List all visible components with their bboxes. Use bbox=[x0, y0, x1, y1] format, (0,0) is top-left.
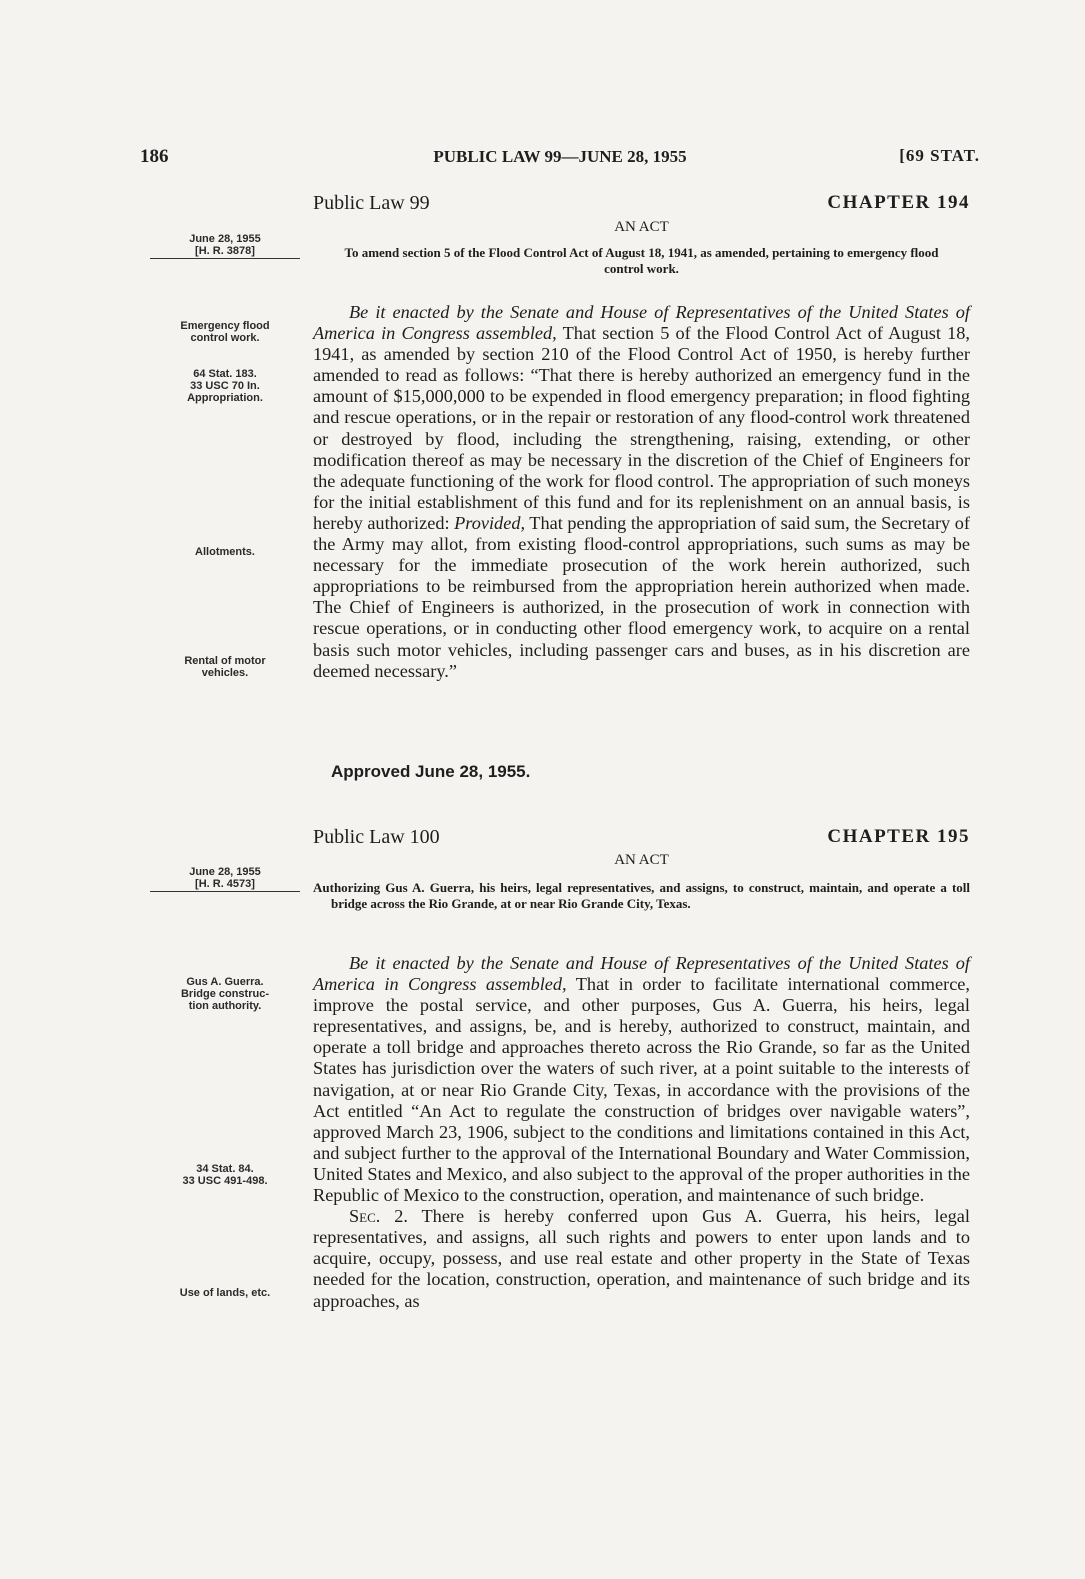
law-99-text-2: That pending the appropriation of said sum, the Secretary of the Army may allot, from existing flood-control appropriations, such sums as may be necessary for the immediate prosecution of the work herein authorized, such appropriations to be reimbursed from the appropriation herein authorized when made. The Chief of Engineers is authorized, in the prosecution of work in connection with rescue operations, or in conducting other flood emergency work, to acquire on a rental basis such motor vehicles, including passenger cars and buses, as in his discretion are deemed necessary.” bbox=[313, 512, 970, 681]
margin-citation: 64 Stat. 183. bbox=[193, 368, 257, 380]
margin-date: June 28, 1955 bbox=[189, 866, 261, 878]
margin-note-date-100 bbox=[150, 866, 300, 892]
law-100-section-1 bbox=[313, 953, 970, 1206]
margin-text: Use of lands, etc. bbox=[179, 1287, 271, 1299]
margin-note-citations-2 bbox=[150, 1163, 300, 1187]
law-100-heading bbox=[313, 826, 970, 852]
margin-note-allotments bbox=[150, 546, 300, 558]
statute-reference: [69 STAT. bbox=[899, 146, 980, 165]
margin-text: vehicles. bbox=[201, 667, 249, 679]
enacting-clause: Be it enacted by the Senate and House of Representatives of the United States of America in Congress assembled, bbox=[313, 953, 970, 995]
margin-text: Bridge construc- bbox=[180, 988, 269, 1000]
law-99-approved: Approved June 28, 1955. bbox=[331, 762, 531, 781]
law-99-text-1: That section 5 of the Flood Control Act of August 18, 1941, as amended by section 210 of the Flood Control Act of 1950, is hereby further amended to read as follows: “That there is hereby authorized an emergency fund in the amount of $15,000,000 to be expended in flood emergency preparation; in flood fighting and rescue operations, or in the repair or restoration of any flood-control work threatened or destroyed by flood, including the strengthening, raising, extending, or other modification thereof as may be necessary in the discretion of the Chief of Engineers for the adequate functioning of the work for flood control. The appropriation of such moneys for the initial establishment of this fund and for its replenishment on an annual basis, is hereby authorized: bbox=[313, 323, 970, 533]
margin-text: Emergency flood bbox=[180, 320, 270, 332]
law-100-text-2: There is hereby conferred upon Gus A. Guerra, his heirs, legal representatives, and assigns, all such rights and powers to enter upon lands and to acquire, occupy, possess, and use real estate and other property in the State of Texas needed for the location, construction, operation, and maintenance of such bridge and its approaches, as bbox=[313, 1206, 970, 1311]
law-100-purpose: Authorizing Gus A. Guerra, his heirs, legal representatives, and assigns, to construct, maintain, and operate a toll bridge across the Rio Grande, at or near Rio Grande City, Texas. bbox=[313, 880, 970, 911]
margin-bill-number: [H. R. 4573] bbox=[195, 878, 255, 890]
margin-citation: 34 Stat. 84. bbox=[196, 1163, 254, 1175]
law-100-section-2 bbox=[313, 1206, 970, 1311]
margin-text: Gus A. Guerra. bbox=[186, 976, 264, 988]
margin-citation: 33 USC 70 In. bbox=[190, 380, 260, 392]
law-100-number: Public Law 100 bbox=[313, 826, 440, 848]
law-99-body bbox=[313, 302, 970, 682]
header-title: PUBLIC LAW 99—JUNE 28, 1955 bbox=[433, 147, 687, 166]
law-99-section bbox=[313, 302, 970, 682]
law-100-text-1: That in order to facilitate international commerce, improve the postal service, and other purposes, Gus A. Guerra, his heirs, legal representatives, and assigns, be, and is hereby, authorized to construct, maintain, and operate a toll bridge and approaches thereto across the Rio Grande, so far as the United States has jurisdiction over the waters of such river, at a point suitable to the interests of navigation, at or near Rio Grande City, Texas, in accordance with the provisions of the Act entitled “An Act to regulate the construction of bridges over navigable waters”, approved March 23, 1906, subject to the conditions and limitations contained in this Act, and subject further to the approval of the International Boundary and Water Commission, United States and Mexico, and also subject to the approval of the proper authorities in the Republic of Mexico to the construction, operation, and maintenance of such bridge. bbox=[313, 974, 970, 1206]
margin-text: control work. bbox=[190, 332, 260, 344]
margin-date: June 28, 1955 bbox=[189, 233, 261, 245]
law-99-purpose: To amend section 5 of the Flood Control Act of August 18, 1941, as amended, pertaining to emergency flood control work. bbox=[344, 245, 939, 276]
enacting-clause: Be it enacted by the Senate and House of Representatives of the United States of America in Congress assembled, bbox=[313, 302, 970, 344]
margin-note-citations bbox=[150, 368, 300, 404]
page-number: 186 bbox=[140, 146, 169, 167]
proviso-label: Provided, bbox=[454, 512, 526, 533]
margin-bill-number: [H. R. 3878] bbox=[195, 245, 255, 257]
margin-text: tion authority. bbox=[188, 1000, 262, 1012]
law-100-an-act: AN ACT bbox=[614, 852, 669, 868]
law-100-body bbox=[313, 953, 970, 1312]
section-2-label: Sec. 2. bbox=[349, 1206, 408, 1227]
margin-note-date-99 bbox=[150, 233, 300, 259]
margin-text: Rental of motor bbox=[184, 655, 266, 667]
margin-text: Appropriation. bbox=[187, 392, 263, 404]
margin-note-rental bbox=[150, 655, 300, 679]
running-header bbox=[140, 146, 980, 172]
margin-note-emergency bbox=[150, 320, 300, 344]
margin-note-guerra bbox=[150, 976, 300, 1012]
law-99-an-act: AN ACT bbox=[614, 219, 669, 235]
margin-text: Allotments. bbox=[195, 546, 255, 558]
law-99-number: Public Law 99 bbox=[313, 192, 430, 214]
margin-note-use-of-lands bbox=[150, 1287, 300, 1299]
law-100-chapter: CHAPTER 195 bbox=[827, 826, 970, 847]
law-99-heading bbox=[313, 192, 970, 218]
margin-citation: 33 USC 491-498. bbox=[182, 1175, 268, 1187]
law-99-chapter: CHAPTER 194 bbox=[827, 192, 970, 213]
